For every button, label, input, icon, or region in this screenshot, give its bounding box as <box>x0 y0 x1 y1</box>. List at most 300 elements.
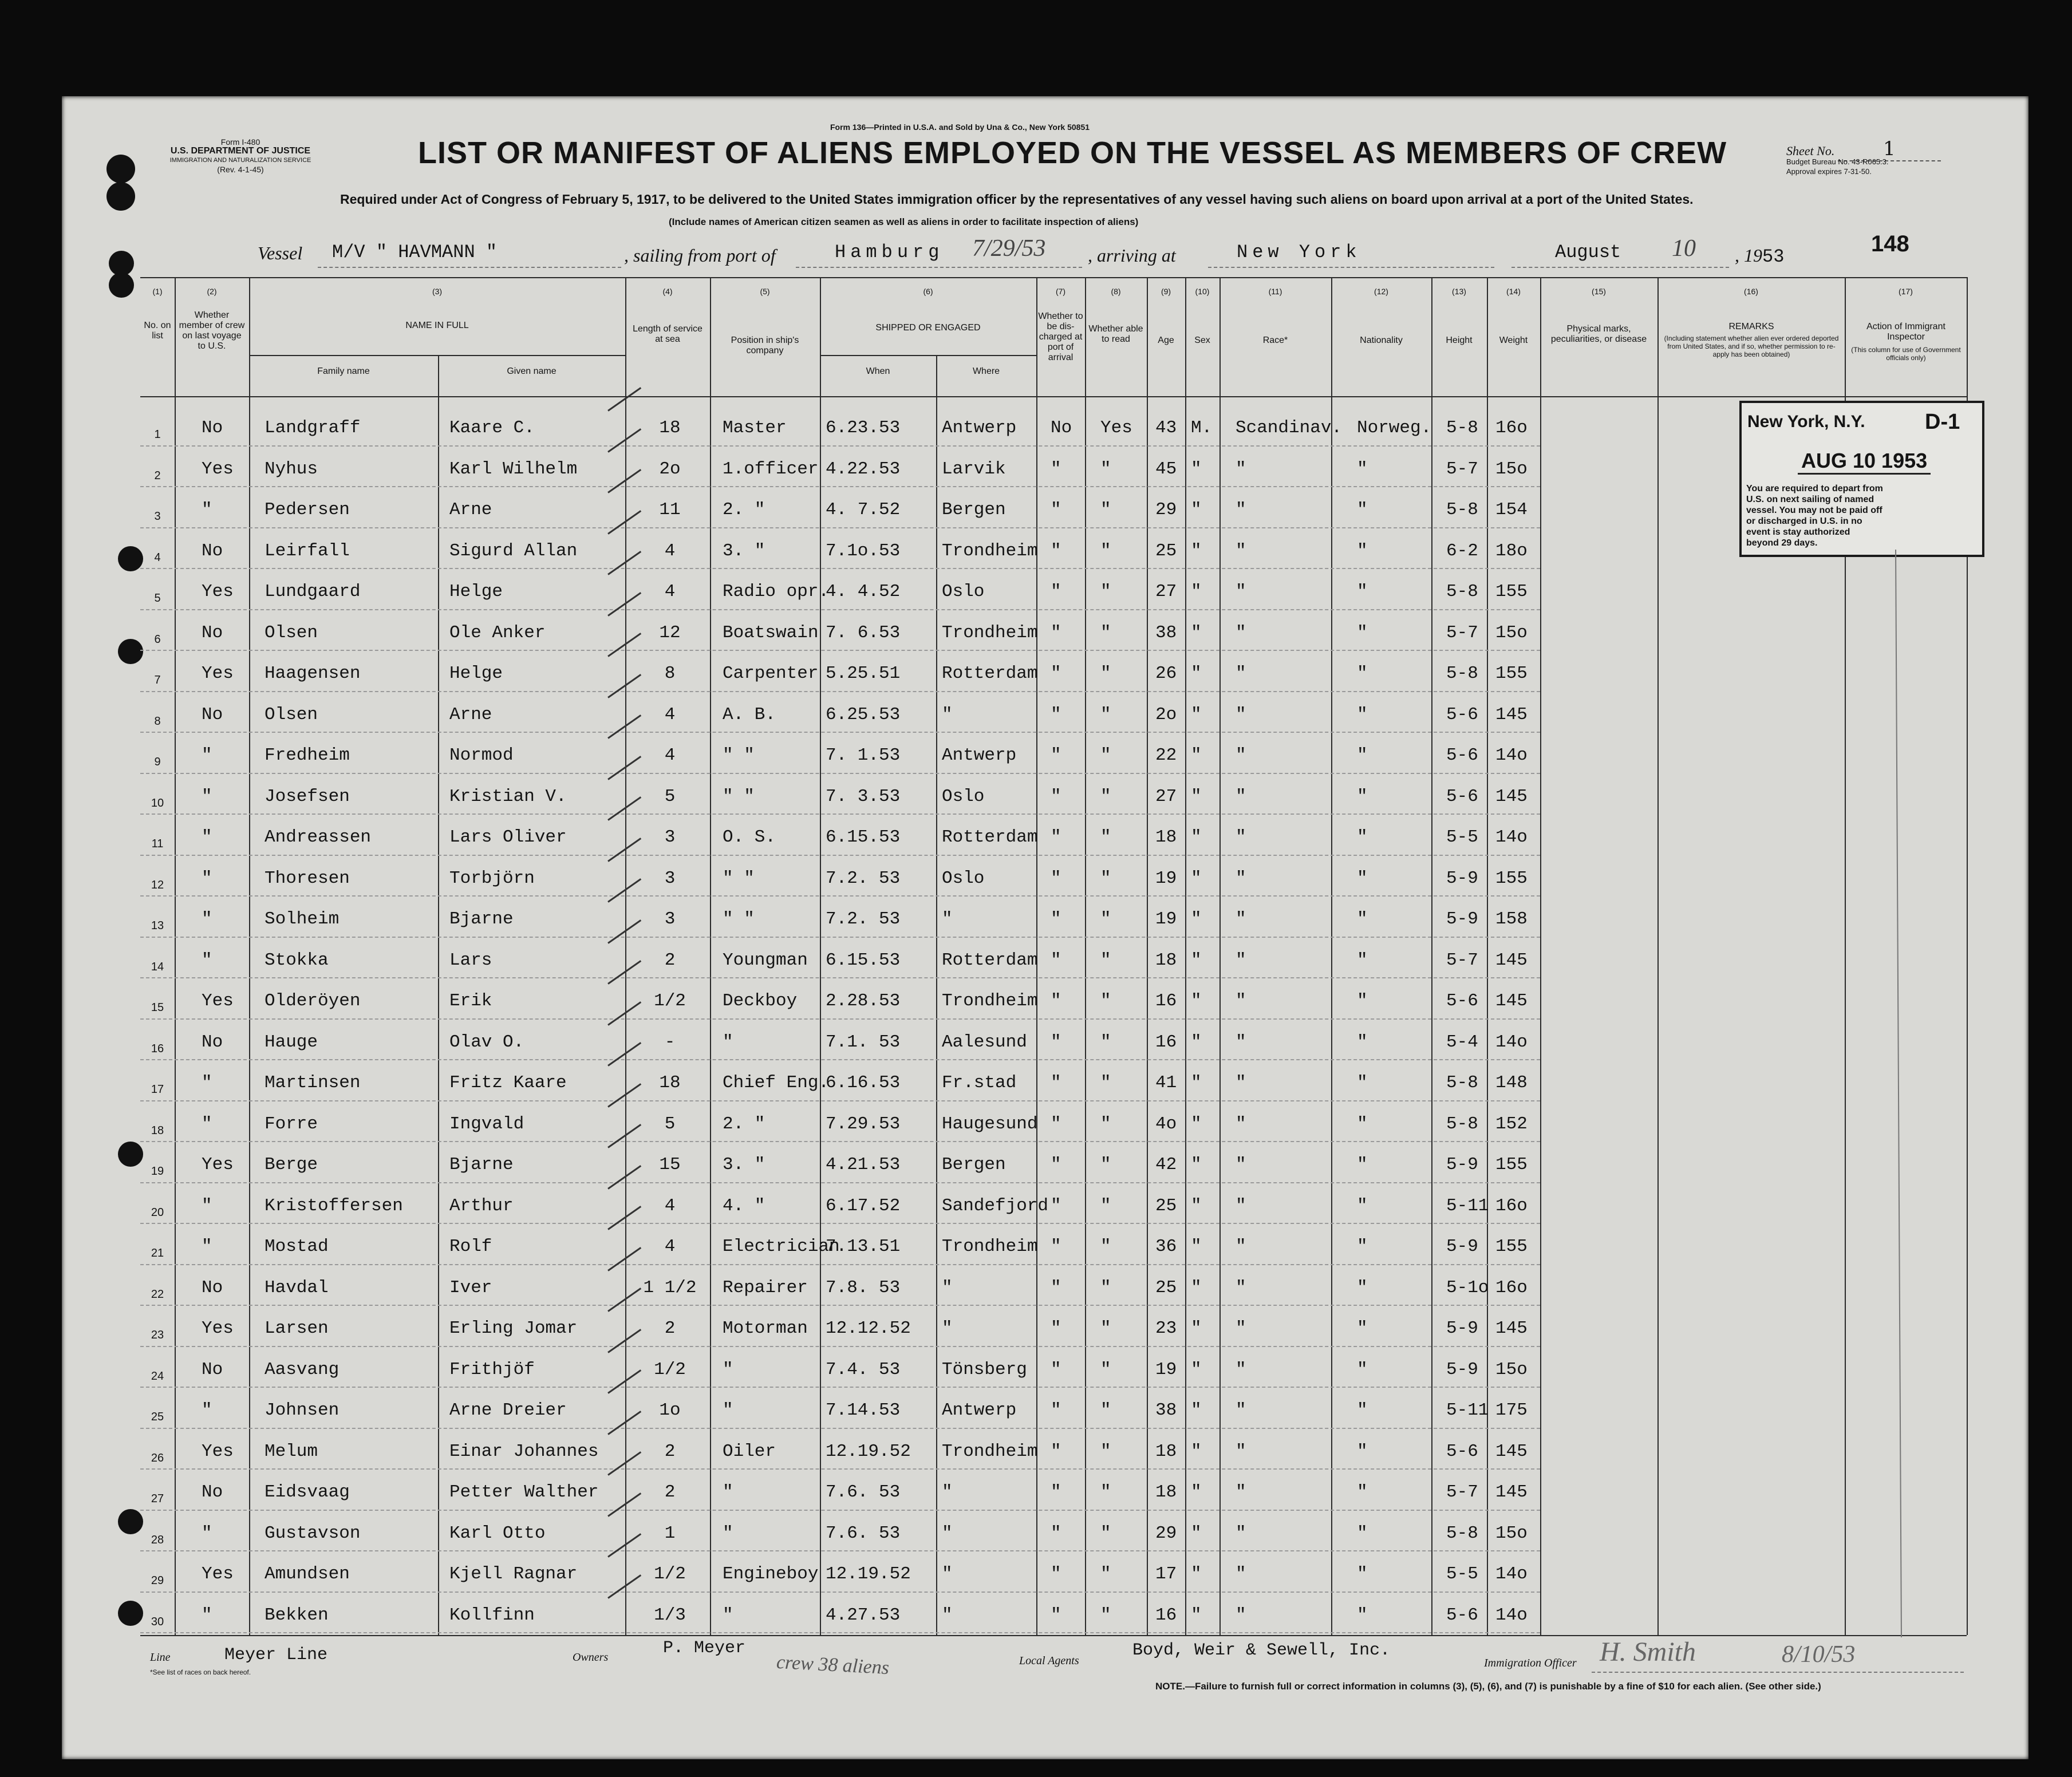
length-of-service: 8 <box>664 664 676 684</box>
length-of-service: 2 <box>664 1318 676 1338</box>
age: 43 <box>1155 418 1177 438</box>
page-number: 148 <box>1871 231 1909 256</box>
punch-hole <box>118 639 143 664</box>
punch-hole <box>106 182 135 211</box>
row-number: 10 <box>151 796 164 809</box>
able-to-read: " <box>1100 827 1111 847</box>
nationality: " <box>1357 1277 1368 1298</box>
family-name: Solheim <box>265 909 340 929</box>
race: " <box>1236 950 1246 970</box>
row-number: 23 <box>151 1329 164 1341</box>
race: " <box>1236 1441 1246 1462</box>
position: Radio opr. <box>723 582 830 602</box>
height: 5-7 <box>1446 622 1478 643</box>
shipped-where: " <box>942 1605 953 1625</box>
family-name: Eidsvaag <box>265 1482 350 1502</box>
race: " <box>1236 827 1246 847</box>
height: 5-6 <box>1446 1441 1478 1462</box>
sex: " <box>1191 909 1202 929</box>
age: 45 <box>1155 459 1177 479</box>
given-name: Frithjöf <box>449 1359 535 1380</box>
height: 5-9 <box>1446 868 1478 888</box>
footer-note: NOTE.—Failure to furnish full or correct information in columns (3), (5), (6), and (7) is punishable by a fine of $10 for each alien. (See other side.) <box>1155 1681 1821 1692</box>
shipped-when: 4.22.53 <box>826 459 901 479</box>
shipped-when: 6.15.53 <box>826 950 901 970</box>
sex: " <box>1191 745 1202 765</box>
nationality: " <box>1357 827 1368 847</box>
age: 19 <box>1155 1359 1177 1380</box>
height: 5-9 <box>1446 1237 1478 1257</box>
shipped-where: Oslo <box>942 868 985 888</box>
header-action-note: (This column for use of Government officials only) <box>1851 346 1961 362</box>
given-name: Arthur <box>449 1195 514 1216</box>
length-of-service: 1/2 <box>654 1359 686 1380</box>
crew-last-voyage: No <box>202 418 223 438</box>
age: 17 <box>1155 1564 1177 1584</box>
nationality: " <box>1357 459 1368 479</box>
able-to-read: " <box>1100 1155 1111 1175</box>
age: 38 <box>1155 1400 1177 1420</box>
sex: " <box>1191 1032 1202 1052</box>
crew-last-voyage: Yes <box>202 459 234 479</box>
sex: " <box>1191 1564 1202 1584</box>
shipped-when: 7.29.53 <box>826 1113 901 1134</box>
given-name: Kollfinn <box>449 1605 535 1625</box>
family-name: Olsen <box>265 704 318 725</box>
row-number: 5 <box>154 592 161 605</box>
length-of-service: 4 <box>664 1195 676 1216</box>
weight: 16o <box>1495 1195 1528 1216</box>
punch-hole <box>118 1601 143 1626</box>
length-of-service: 11 <box>659 500 681 520</box>
age: 16 <box>1155 1032 1177 1052</box>
form-id-block: Form I-480 U.S. DEPARTMENT OF JUSTICE IMMIGRATION AND NATURALIZATION SERVICE (Rev. 4-1-45) <box>169 137 311 174</box>
nationality: " <box>1357 1400 1368 1420</box>
family-name: Fredheim <box>265 745 350 765</box>
crew-last-voyage: " <box>202 1605 212 1625</box>
header-discharged: Whether to be dis- charged at port of arrival <box>1038 311 1083 362</box>
position: Repairer <box>723 1277 808 1298</box>
stamp-date: AUG 10 1953 <box>1798 449 1931 475</box>
column-number: (6) <box>923 287 933 296</box>
length-of-service: 2 <box>664 1441 676 1462</box>
age: 25 <box>1155 1195 1177 1216</box>
able-to-read: " <box>1100 786 1111 807</box>
given-name: Fritz Kaare <box>449 1073 567 1093</box>
height: 5-11 <box>1446 1195 1489 1216</box>
age: 25 <box>1155 1277 1177 1298</box>
weight: 145 <box>1495 991 1528 1011</box>
officer-date: 8/10/53 <box>1782 1641 1856 1668</box>
shipped-where: Sandefjord <box>942 1195 1049 1216</box>
given-name: Einar Johannes <box>449 1441 599 1462</box>
able-to-read: " <box>1100 868 1111 888</box>
weight: 145 <box>1495 1482 1528 1502</box>
row-number: 13 <box>151 919 164 932</box>
weight: 145 <box>1495 1318 1528 1338</box>
discharged: " <box>1051 786 1061 807</box>
given-name: Petter Walther <box>449 1482 599 1502</box>
discharged: " <box>1051 1277 1061 1298</box>
family-name: Hauge <box>265 1032 318 1052</box>
shipped-when: 2.28.53 <box>826 991 901 1011</box>
sex: " <box>1191 540 1202 561</box>
length-of-service: 4 <box>664 1237 676 1257</box>
column-number: (13) <box>1452 287 1466 296</box>
column-number: (8) <box>1111 287 1121 296</box>
row-number: 26 <box>151 1451 164 1464</box>
height: 5-5 <box>1446 827 1478 847</box>
crew-last-voyage: " <box>202 1400 212 1420</box>
nationality: Norweg. <box>1357 418 1432 438</box>
length-of-service: 2 <box>664 1482 676 1502</box>
port-from-underline <box>796 267 1082 268</box>
vessel-name: M/V " HAVMANN " <box>332 242 498 263</box>
able-to-read: " <box>1100 500 1111 520</box>
race: " <box>1236 459 1246 479</box>
length-of-service: 2o <box>659 459 681 479</box>
age: 27 <box>1155 786 1177 807</box>
length-of-service: 4 <box>664 704 676 725</box>
row-number: 1 <box>154 428 161 441</box>
column-number: (1) <box>152 287 163 296</box>
sex: " <box>1191 827 1202 847</box>
position: 4. " <box>723 1195 765 1216</box>
family-name: Kristoffersen <box>265 1195 403 1216</box>
footer-underline <box>1592 1672 1964 1673</box>
shipped-where: Rotterdam <box>942 664 1038 684</box>
crew-last-voyage: No <box>202 540 223 561</box>
crew-last-voyage: " <box>202 827 212 847</box>
column-number: (12) <box>1374 287 1388 296</box>
stamp-code: D-1 <box>1925 410 1960 434</box>
nationality: " <box>1357 909 1368 929</box>
row-number: 24 <box>151 1369 164 1383</box>
shipped-where: Haugesund <box>942 1113 1038 1134</box>
given-name: Arne Dreier <box>449 1400 567 1420</box>
shipped-when: 7.4. 53 <box>826 1359 901 1380</box>
name-subheader-line <box>249 355 625 356</box>
crew-last-voyage: Yes <box>202 1564 234 1584</box>
nationality: " <box>1357 664 1368 684</box>
shipped-when: 7. 1.53 <box>826 745 901 765</box>
height: 5-6 <box>1446 991 1478 1011</box>
height: 5-6 <box>1446 745 1478 765</box>
shipped-where: " <box>942 1564 953 1584</box>
age: 42 <box>1155 1155 1177 1175</box>
column-number: (5) <box>760 287 770 296</box>
sex: " <box>1191 1073 1202 1093</box>
position: Oiler <box>723 1441 776 1462</box>
shipped-when: 7.6. 53 <box>826 1482 901 1502</box>
family-name: Aasvang <box>265 1359 340 1380</box>
discharged: " <box>1051 1032 1061 1052</box>
race: " <box>1236 1155 1246 1175</box>
discharged: " <box>1051 1155 1061 1175</box>
race: " <box>1236 622 1246 643</box>
height: 5-9 <box>1446 909 1478 929</box>
row-number: 17 <box>151 1083 164 1096</box>
given-name: Karl Wilhelm <box>449 459 578 479</box>
printer-note: Form 136—Printed in U.S.A. and Sold by Una & Co., New York 50851 <box>830 123 1090 132</box>
column-number: (7) <box>1055 287 1066 296</box>
weight: 145 <box>1495 786 1528 807</box>
row-number: 27 <box>151 1492 164 1505</box>
shipped-where: Aalesund <box>942 1032 1027 1052</box>
able-to-read: " <box>1100 622 1111 643</box>
age: 4o <box>1155 1113 1177 1134</box>
height: 5-8 <box>1446 418 1478 438</box>
nationality: " <box>1357 1155 1368 1175</box>
race: " <box>1236 1482 1246 1502</box>
sex: " <box>1191 1237 1202 1257</box>
weight: 145 <box>1495 950 1528 970</box>
weight: 15o <box>1495 1359 1528 1380</box>
shipped-when: 6.25.53 <box>826 704 901 725</box>
family-name: Forre <box>265 1113 318 1134</box>
agents-label: Local Agents <box>1019 1654 1079 1667</box>
shipped-when: 7.1. 53 <box>826 1032 901 1052</box>
height: 5-11 <box>1446 1400 1489 1420</box>
family-name: Berge <box>265 1155 318 1175</box>
race: " <box>1236 909 1246 929</box>
family-name: Haagensen <box>265 664 361 684</box>
height: 5-8 <box>1446 664 1478 684</box>
sex: " <box>1191 664 1202 684</box>
weight: 16o <box>1495 418 1528 438</box>
race: " <box>1236 1523 1246 1543</box>
shipped-when: 12.19.52 <box>826 1441 911 1462</box>
length-of-service: 5 <box>664 786 676 807</box>
position: " " <box>723 786 755 807</box>
shipped-where: Trondheim <box>942 540 1038 561</box>
nationality: " <box>1357 582 1368 602</box>
shipped-when: 7.2. 53 <box>826 909 901 929</box>
given-name: Arne <box>449 704 492 725</box>
discharged: " <box>1051 704 1061 725</box>
height: 5-7 <box>1446 1482 1478 1502</box>
age: 36 <box>1155 1237 1177 1257</box>
weight: 15o <box>1495 622 1528 643</box>
shipped-where: " <box>942 1482 953 1502</box>
length-of-service: 2 <box>664 950 676 970</box>
crew-last-voyage: " <box>202 1237 212 1257</box>
family-name: Stokka <box>265 950 329 970</box>
able-to-read: " <box>1100 1523 1111 1543</box>
port-from: Hamburg <box>835 242 944 263</box>
header-position: Position in ship's company <box>731 335 799 356</box>
header-remarks: REMARKS <box>1728 322 1774 331</box>
discharged: " <box>1051 1113 1061 1134</box>
nationality: " <box>1357 1318 1368 1338</box>
discharged: " <box>1051 991 1061 1011</box>
column-number: (4) <box>662 287 673 296</box>
row-number: 14 <box>151 960 164 973</box>
requirement-text: Required under Act of Congress of February 5, 1917, to be delivered to the United States immigration officer by the representatives of any vessel having such aliens on board upon arrival at a port of the United States. <box>340 192 1694 207</box>
position: " " <box>723 909 755 929</box>
shipped-subheader-line <box>820 355 1036 356</box>
given-name: Kaare C. <box>449 418 535 438</box>
weight: 152 <box>1495 1113 1528 1134</box>
shipped-where: Trondheim <box>942 622 1038 643</box>
discharged: " <box>1051 1564 1061 1584</box>
header-race: Race* <box>1262 335 1288 345</box>
shipped-when: 7.14.53 <box>826 1400 901 1420</box>
row-number: 22 <box>151 1288 164 1301</box>
shipped-when: 7. 3.53 <box>826 786 901 807</box>
sex: " <box>1191 622 1202 643</box>
length-of-service: 4 <box>664 540 676 561</box>
column-number: (17) <box>1899 287 1913 296</box>
weight: 145 <box>1495 1441 1528 1462</box>
crew-last-voyage: Yes <box>202 991 234 1011</box>
weight: 155 <box>1495 582 1528 602</box>
handwritten-crew-note: crew 38 aliens <box>776 1651 890 1679</box>
able-to-read: " <box>1100 1195 1111 1216</box>
race: " <box>1236 1400 1246 1420</box>
weight: 18o <box>1495 540 1528 561</box>
handwritten-date: 7/29/53 <box>972 235 1046 262</box>
family-name: Josefsen <box>265 786 350 807</box>
able-to-read: " <box>1100 664 1111 684</box>
shipped-where: " <box>942 909 953 929</box>
position: Deckboy <box>723 991 798 1011</box>
height: 5-8 <box>1446 1113 1478 1134</box>
sex: " <box>1191 1277 1202 1298</box>
able-to-read: " <box>1100 991 1111 1011</box>
race: " <box>1236 500 1246 520</box>
nationality: " <box>1357 1441 1368 1462</box>
given-name: Iver <box>449 1277 492 1298</box>
immigration-stamp <box>1739 401 1984 557</box>
position: 3. " <box>723 1155 765 1175</box>
crew-last-voyage: No <box>202 1277 223 1298</box>
family-name: Andreassen <box>265 827 372 847</box>
position: " <box>723 1482 733 1502</box>
officer-label: Immigration Officer <box>1484 1657 1577 1669</box>
discharged: " <box>1051 622 1061 643</box>
crew-last-voyage: No <box>202 622 223 643</box>
discharged: " <box>1051 1605 1061 1625</box>
discharged: " <box>1051 745 1061 765</box>
header-able-to-read: Whether able to read <box>1088 324 1143 344</box>
discharged: " <box>1051 582 1061 602</box>
column-number: (2) <box>207 287 217 296</box>
punch-hole <box>118 546 143 571</box>
weight: 14o <box>1495 1032 1528 1052</box>
discharged: " <box>1051 868 1061 888</box>
races-note: *See list of races on back hereof. <box>150 1668 251 1676</box>
weight: 175 <box>1495 1400 1528 1420</box>
able-to-read: " <box>1100 909 1111 929</box>
given-name: Karl Otto <box>449 1523 546 1543</box>
discharged: " <box>1051 1400 1061 1420</box>
given-name: Ole Anker <box>449 622 546 643</box>
family-name: Mostad <box>265 1237 329 1257</box>
race: " <box>1236 1032 1246 1052</box>
discharged: " <box>1051 1441 1061 1462</box>
race: " <box>1236 1318 1246 1338</box>
shipped-where: Tönsberg <box>942 1359 1027 1380</box>
header-name-in-full: NAME IN FULL <box>405 321 469 330</box>
row-number: 11 <box>151 838 164 850</box>
column-number: (16) <box>1744 287 1758 296</box>
nationality: " <box>1357 786 1368 807</box>
length-of-service: 1 1/2 <box>643 1277 697 1298</box>
discharged: " <box>1051 1482 1061 1502</box>
position: Boatswain <box>723 622 819 643</box>
nationality: " <box>1357 1195 1368 1216</box>
family-name: Havdal <box>265 1277 329 1298</box>
age: 26 <box>1155 664 1177 684</box>
height: 5-9 <box>1446 1318 1478 1338</box>
shipped-when: 5.25.51 <box>826 664 901 684</box>
race: " <box>1236 664 1246 684</box>
line-label: Line <box>150 1651 171 1664</box>
header-where: Where <box>972 366 1000 376</box>
header-physical-marks: Physical marks, peculiarities, or disease <box>1550 324 1647 344</box>
nationality: " <box>1357 1564 1368 1584</box>
family-name: Lundgaard <box>265 582 361 602</box>
sex: " <box>1191 1318 1202 1338</box>
family-name: Gustavson <box>265 1523 361 1543</box>
sex: " <box>1191 1195 1202 1216</box>
header-when: When <box>866 366 890 376</box>
row-number: 30 <box>151 1615 164 1628</box>
shipped-when: 7.8. 53 <box>826 1277 901 1298</box>
weight: 16o <box>1495 1277 1528 1298</box>
height: 5-4 <box>1446 1032 1478 1052</box>
shipped-where: Rotterdam <box>942 827 1038 847</box>
sailing-label: , sailing from port of <box>624 245 776 266</box>
position: " <box>723 1400 733 1420</box>
able-to-read: " <box>1100 1605 1111 1625</box>
family-name: Leirfall <box>265 540 350 561</box>
able-to-read: " <box>1100 1113 1111 1134</box>
race: " <box>1236 1605 1246 1625</box>
able-to-read: " <box>1100 1277 1111 1298</box>
sex: " <box>1191 1441 1202 1462</box>
given-name: Torbjörn <box>449 868 535 888</box>
shipped-where: Trondheim <box>942 991 1038 1011</box>
discharged: " <box>1051 1237 1061 1257</box>
nationality: " <box>1357 540 1368 561</box>
length-of-service: 3 <box>664 868 676 888</box>
length-of-service: 1/2 <box>654 991 686 1011</box>
sex: " <box>1191 1359 1202 1380</box>
row-number: 25 <box>151 1411 164 1423</box>
height: 5-8 <box>1446 1523 1478 1543</box>
given-name: Arne <box>449 500 492 520</box>
owners-value: P. Meyer <box>663 1638 746 1658</box>
height: 5-7 <box>1446 950 1478 970</box>
shipped-where: Antwerp <box>942 418 1017 438</box>
able-to-read: " <box>1100 1359 1111 1380</box>
discharged: " <box>1051 909 1061 929</box>
able-to-read: " <box>1100 745 1111 765</box>
height: 5-9 <box>1446 1155 1478 1175</box>
shipped-where: Oslo <box>942 786 985 807</box>
row-number: 29 <box>151 1574 164 1587</box>
row-number: 21 <box>151 1247 164 1259</box>
sex: " <box>1191 1400 1202 1420</box>
row-number: 3 <box>154 510 161 523</box>
race: Scandinav. <box>1236 418 1343 438</box>
discharged: " <box>1051 950 1061 970</box>
header-shipped-engaged: SHIPPED OR ENGAGED <box>875 323 981 333</box>
length-of-service: 3 <box>664 909 676 929</box>
age: 23 <box>1155 1318 1177 1338</box>
